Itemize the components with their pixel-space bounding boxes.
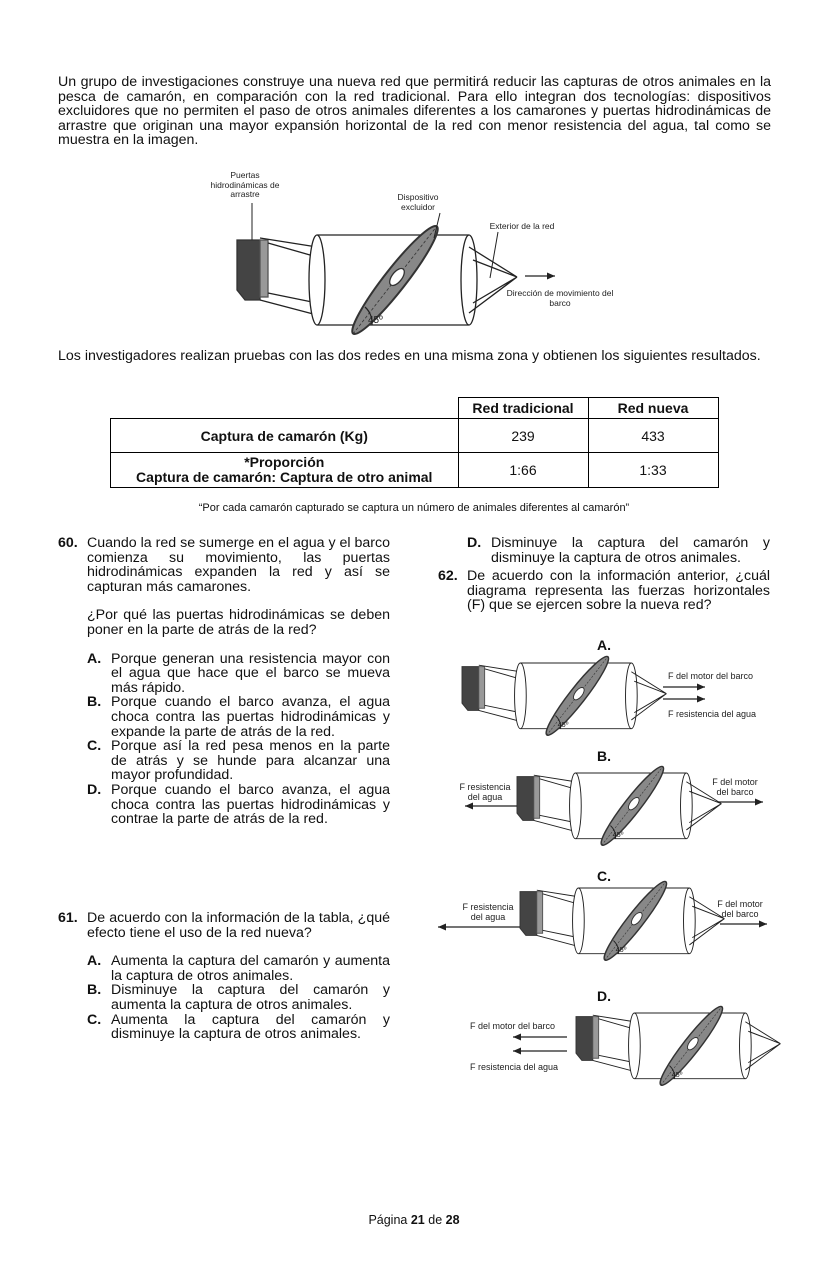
cylinder-left-ring [573, 888, 585, 954]
force-arrow-resistance-head [513, 1048, 521, 1055]
force-arrow-motor-head [697, 684, 705, 691]
cylinder-right-ring [626, 663, 638, 729]
cell: 239 [458, 419, 588, 453]
cylinder-right-ring [684, 888, 696, 954]
cell: 433 [588, 419, 718, 453]
force-arrow-motor-head [513, 1034, 521, 1041]
angle-label: 45º [671, 1070, 683, 1080]
cylinder-right-ring [461, 235, 477, 325]
angle-label: 45º [368, 315, 383, 326]
door-block [520, 892, 537, 936]
net-diagram-c [520, 877, 724, 965]
label-dispositivo: Dispositivo excluidor [397, 192, 439, 212]
header-red-nueva: Red nueva [588, 398, 718, 419]
results-table [110, 397, 719, 488]
force-label: F del motor del barco [717, 899, 763, 919]
door-block [462, 667, 479, 711]
door-strip [537, 892, 543, 934]
cylinder-left-ring [515, 663, 527, 729]
force-label: F resistencia del agua [462, 902, 514, 922]
label-puertas: Puertas hidrodinámicas de arrastre [210, 170, 280, 199]
row-label: Captura de camarón: Captura de otro animal [136, 469, 433, 485]
question-prompt: ¿Por qué las puertas hidrodinámicas se deben poner en la parte de atrás de la red? [87, 607, 390, 638]
angle-label: 45º [557, 720, 569, 730]
net-diagram-d [576, 1002, 780, 1090]
cylinder-left-ring [570, 773, 582, 839]
question-62 [438, 569, 770, 613]
door-strip [479, 667, 485, 709]
force-label: F resistencia del agua [470, 1062, 559, 1072]
main-net-diagram [237, 220, 517, 341]
cylinder-left-ring [629, 1013, 641, 1079]
force-label: F del motor del barco [712, 777, 758, 797]
question-number: 61. [58, 910, 78, 926]
header-red-tradicional: Red tradicional [458, 398, 588, 419]
option-d[interactable]: D. Disminuye la captura del camarón y disminuye la captura de otros animales. [467, 535, 770, 566]
option-c[interactable]: C. Aumenta la captura del camarón y disminuye la captura de otros animales. [87, 1011, 390, 1043]
movement-arrow-head [547, 273, 555, 280]
option-d[interactable]: D. Porque cuando el barco avanza, el agua choca contra las puertas hidrodinámicas y contrae la parte de atrás de la red. [87, 781, 390, 828]
force-label: F del motor del barco [668, 671, 754, 681]
results-paragraph: Los investigadores realizan pruebas con las dos redes en una misma zona y obtienen los siguientes resultados. [58, 348, 761, 364]
question-text: De acuerdo con la información anterior, ¿cuál diagrama representa las fuerzas horizontales (F) que se ejercen sobre la nueva red? [467, 568, 770, 614]
option-a[interactable]: A. Porque generan una resistencia mayor con el agua que hace que el barco se mueva más rápido. [87, 650, 390, 696]
cylinder-right-ring [740, 1013, 752, 1079]
option-b[interactable]: B. Disminuye la captura del camarón y aumenta la captura de otros animales. [87, 982, 390, 1013]
door-block [237, 240, 260, 300]
question-number: 62. [438, 568, 458, 584]
option-b-label[interactable]: B. [597, 748, 611, 764]
intro-paragraph: Un grupo de investigaciones construye una nueva red que permitirá reducir las capturas de otros animales en la pesca de camarón, en comparación con la red tradicional. Para ello integran dos tecnologías: dispositivos excluidores que no permiten el paso de otros animales diferentes a los camarones y puertas hidrodinámicas de arrastre que originan una mayor expansión horizontal de la red con menor resistencia del agua, tal como se muestra en la imagen. [58, 74, 771, 149]
question-text: De acuerdo con la información de la tabla, ¿qué efecto tiene el uso de la red nueva? [87, 910, 390, 941]
question-60 [58, 536, 390, 827]
door-strip [260, 240, 268, 297]
option-d-label[interactable]: D. [597, 988, 611, 1004]
cell: 1:66 [458, 453, 588, 488]
option-a[interactable]: A. Aumenta la captura del camarón y aumenta la captura de otros animales. [87, 953, 390, 984]
force-label: F resistencia del agua [459, 782, 511, 802]
question-61-option-d[interactable] [438, 536, 770, 565]
door-strip [593, 1017, 599, 1059]
angle-label: 45º [615, 945, 627, 955]
force-arrow-resistance-head [465, 803, 473, 810]
force-label: F resistencia del agua [668, 709, 757, 719]
force-arrow-motor-head [755, 799, 763, 806]
page-footer: Página 21 de 28 [368, 1213, 460, 1227]
cell: 1:33 [588, 453, 718, 488]
door-strip [534, 777, 540, 819]
force-arrow-motor-head [759, 921, 767, 928]
force-arrow-resistance-head [697, 696, 705, 703]
question-text: Cuando la red se sumerge en el agua y el barco comienza su movimiento, las puertas hidrodinámicas expanden la red y así se capturan más camarones. [87, 535, 390, 595]
table-note: “Por cada camarón capturado se captura un número de animales diferentes al camarón” [198, 502, 630, 514]
cylinder-right-ring [681, 773, 693, 839]
door-block [517, 777, 534, 821]
label-direccion: Dirección de movimiento del barco [506, 288, 614, 308]
label-exterior: Exterior de la red [489, 221, 555, 231]
row-label: Captura de camarón (Kg) [111, 419, 459, 453]
net-diagram-b [517, 762, 721, 850]
net-diagram-a [462, 652, 666, 740]
row-label: *Proporción [244, 454, 325, 470]
force-label: F del motor del barco [470, 1021, 556, 1031]
question-61 [58, 911, 390, 1042]
option-c-label[interactable]: C. [597, 868, 611, 884]
cylinder-left-ring [309, 235, 325, 325]
question-number: 60. [58, 535, 78, 551]
option-a-label[interactable]: A. [597, 637, 611, 653]
force-arrow-resistance-head [438, 924, 446, 931]
angle-label: 45º [612, 830, 624, 840]
option-b[interactable]: B. Porque cuando el barco avanza, el agua choca contra las puertas hidrodinámicas y expande la parte de atrás de la red. [87, 694, 390, 740]
option-c[interactable]: C. Porque así la red pesa menos en la parte de atrás y se hunde para alcanzar una mayor profundidad. [87, 738, 390, 784]
